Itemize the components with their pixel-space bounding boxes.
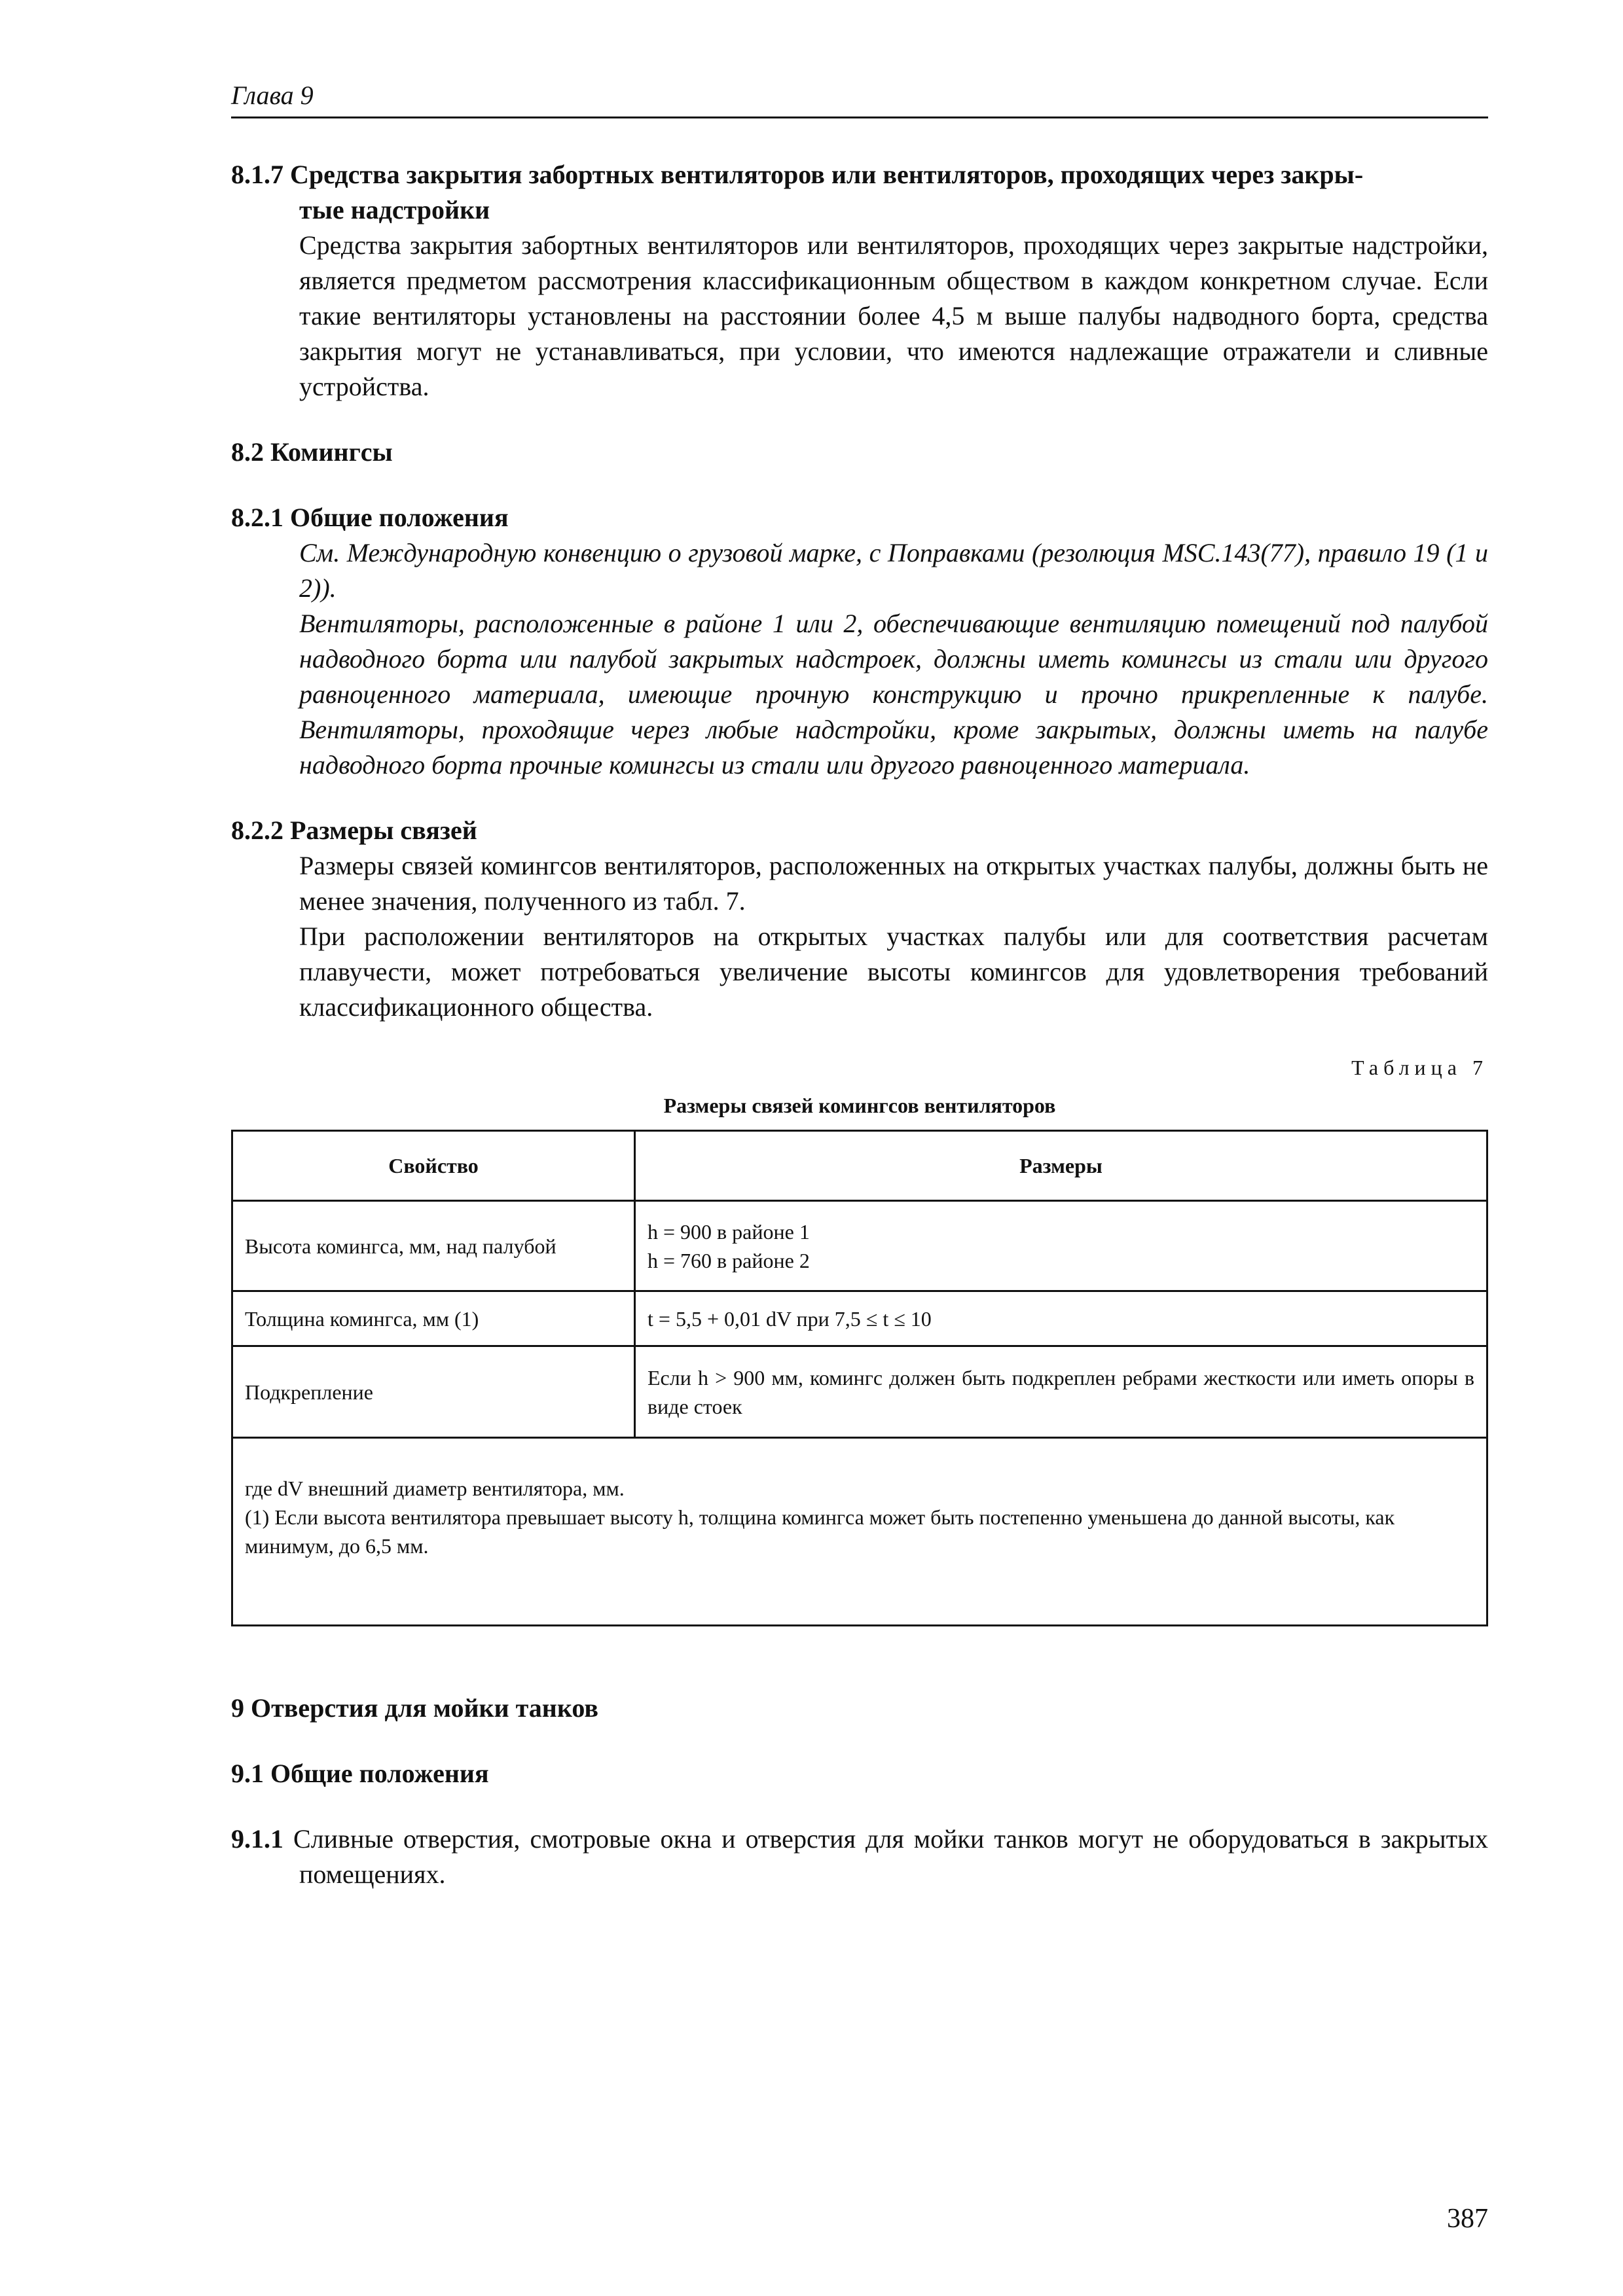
ventilator-coaming-table: [231, 1130, 1488, 1626]
section-8-1-7-title-line1: 8.1.7 Средства закрытия забортных вентиляторов или вентиляторов, проходящих через закры-: [231, 160, 1364, 189]
header-dimensions: Размеры: [635, 1131, 1487, 1201]
cell-value: Если h > 900 мм, комингс должен быть подкреплен ребрами жесткости или иметь опоры в виде стоек: [635, 1346, 1487, 1438]
section-8-2-1-p1: См. Международную конвенцию о грузовой марке, с Поправками (резолюция MSC.143(77), правило 19 (1 и 2)).: [299, 538, 1488, 603]
section-9-1-1-number: 9.1.1: [231, 1824, 283, 1854]
page-number: 387: [1447, 2204, 1488, 2234]
cell-property: Подкрепление: [232, 1346, 635, 1438]
table-header-row: [232, 1131, 1487, 1201]
page-header: [231, 77, 1488, 118]
section-8-2-title: 8.2 Комингсы: [231, 437, 393, 467]
section-8-1-7-text: Средства закрытия забортных вентиляторов или вентиляторов, проходящих через закрытые надстройки, является предметом рассмотрения классификационным обществом в каждом конкретном случае. Если такие вентиляторы установлены на расстоянии более 4,5 м выше палубы надводного борта, средства закрытия могут не устанавливаться, при условии, что имеются надлежащие отражатели и сливные устройства.: [299, 230, 1488, 401]
table-row: [232, 1291, 1487, 1346]
cell-property: Высота комингса, мм, над палубой: [232, 1201, 635, 1291]
cell-property: Толщина комингса, мм (1): [232, 1291, 635, 1346]
table-notes: [232, 1438, 1487, 1626]
table-notes-row: [232, 1438, 1487, 1626]
value-line: h = 900 в районе 1: [647, 1219, 810, 1244]
table-title: Размеры связей комингсов вентиляторов: [663, 1094, 1056, 1117]
header-property: Свойство: [232, 1131, 635, 1201]
section-8-2-2-p1: Размеры связей комингсов вентиляторов, расположенных на открытых участках палубы, должны быть не менее значения, полученного из табл. 7.: [299, 851, 1488, 916]
section-9-1-title: 9.1 Общие положения: [231, 1759, 489, 1788]
table-caption: Таблица 7: [1351, 1056, 1488, 1079]
section-8-2-1-p2: Вентиляторы, расположенные в районе 1 или 2, обеспечивающие вентиляцию помещений под палубой надводного борта или палубой закрытых надстроек, должны иметь комингсы из стали или другого равноценного материала, имеющие прочную конструкцию и прочно прикрепленные к палубе. Вентиляторы, проходящие через любые надстройки, кроме закрытых, должны иметь на палубе надводного борта прочные комингсы из стали или другого равноценного материала.: [299, 609, 1488, 780]
table-note: где dV внешний диаметр вентилятора, мм.: [245, 1477, 625, 1500]
page-content: [231, 157, 1488, 1892]
chapter-label: Глава 9: [231, 81, 314, 110]
section-8-1-7-title: [231, 157, 1488, 228]
section-9-1-1-text: Сливные отверстия, смотровые окна и отверстия для мойки танков могут не оборудоваться в закрытых помещениях.: [293, 1824, 1488, 1889]
section-9-title: 9 Отверстия для мойки танков: [231, 1693, 598, 1723]
section-8-1-7-title-line2: тые надстройки: [299, 195, 490, 224]
value-line: h = 760 в районе 2: [647, 1248, 810, 1272]
section-8-2-2-title: 8.2.2 Размеры связей: [231, 816, 477, 845]
table-row: [232, 1201, 1487, 1291]
section-8-2-1-title: 8.2.1 Общие положения: [231, 503, 509, 532]
table-footnote: (1) Если высота вентилятора превышает высоту h, толщина комингса может быть постепенно уменьшена до данной высоты, как минимум, до 6,5 мм.: [245, 1505, 1395, 1558]
cell-value: t = 5,5 + 0,01 dV при 7,5 ≤ t ≤ 10: [635, 1291, 1487, 1346]
section-8-2-2-p2: При расположении вентиляторов на открытых участках палубы или для соответствия расчетам плавучести, может потребоваться увеличение высоты комингсов для удовлетворения требований классификационного общества.: [299, 922, 1488, 1022]
cell-value: [635, 1201, 1487, 1291]
table-row: [232, 1346, 1487, 1438]
section-9-1-1: [231, 1821, 1488, 1892]
